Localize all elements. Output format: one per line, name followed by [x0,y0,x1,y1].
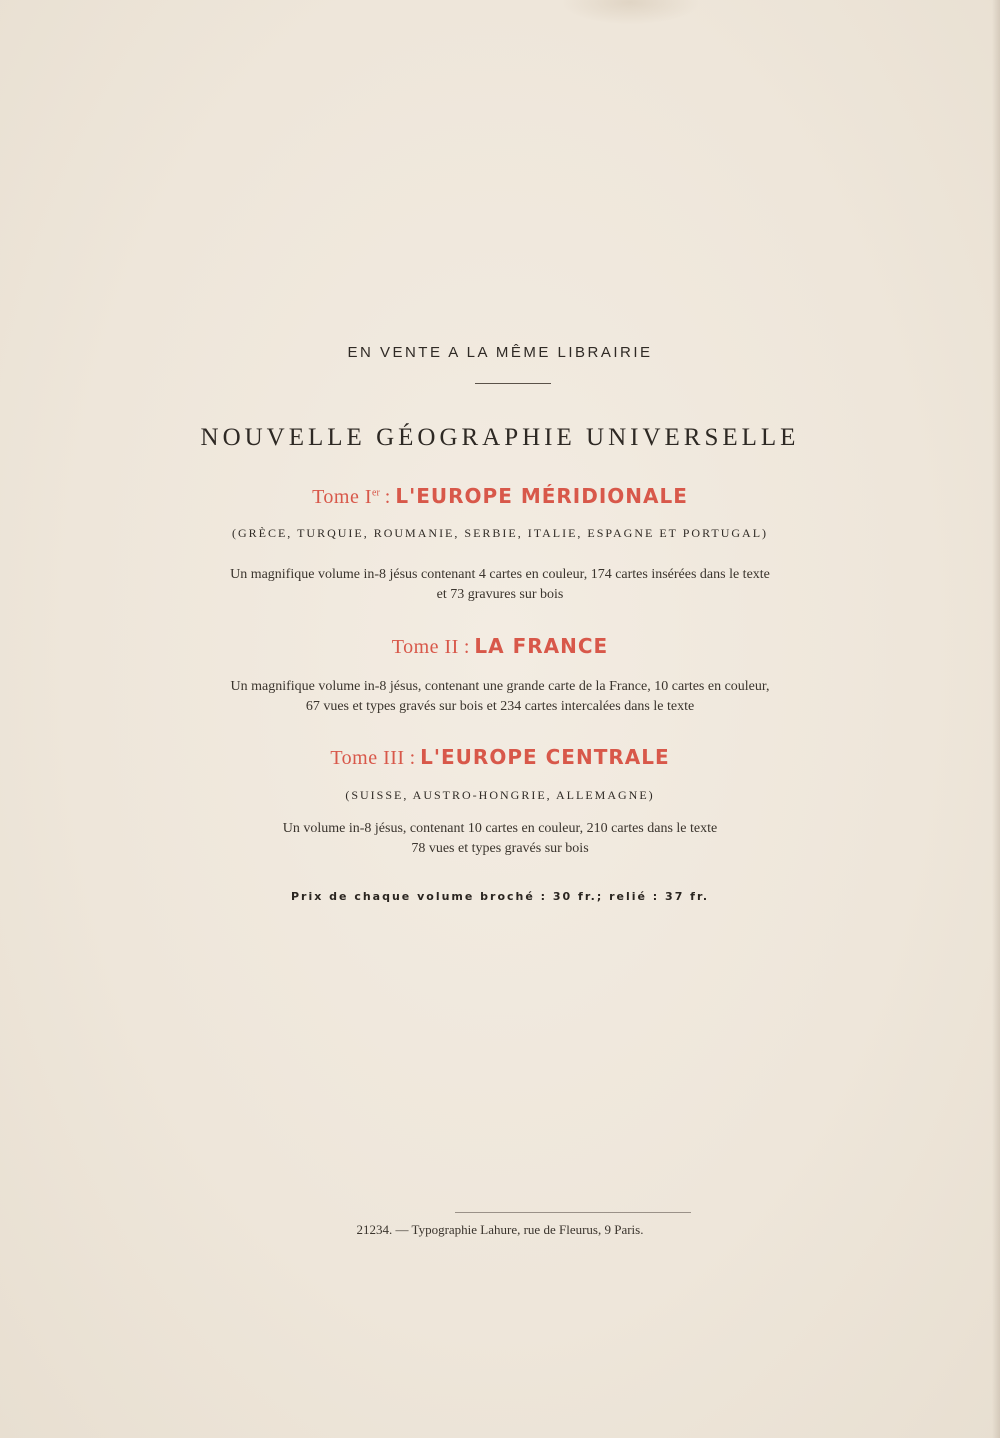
volume-2-description [0,677,1000,717]
volume-1-heading [0,484,1000,509]
volume-1-countries: (GRÈCE, TURQUIE, ROUMANIE, SERBIE, ITALIE, ESPAGNE ET PORTUGAL) [231,526,769,540]
volume-2-separator: : [458,636,475,658]
volume-3-countries: (SUISSE, AUSTRO-HONGRIE, ALLEMAGNE) [345,788,655,802]
divider-rule [475,383,551,384]
price-line: Prix de chaque volume broché : 30 fr.; relié : 37 fr. [290,890,709,903]
volume-3-heading [0,745,1000,770]
volume-3-separator: : [404,747,421,769]
footer-rule [455,1212,691,1213]
volume-1-separator: : [379,486,396,508]
volume-1-sup: er [372,487,380,499]
volume-1-desc-line1: Un magnifique volume in-8 jésus contenant 4 cartes en couleur, 174 cartes insérées dans le texte [230,567,770,582]
announcement-heading: EN VENTE A LA MÊME LIBRAIRIE [347,344,653,361]
volume-2-title: LA FRANCE [474,634,609,658]
volume-2-desc-line1: Un magnifique volume in-8 jésus, contenant une grande carte de la France, 10 cartes en couleur, [230,679,770,694]
volume-3-description [0,819,1000,859]
printer-imprint: 21234. — Typographie Lahure, rue de Fleurus, 9 Paris. [356,1222,644,1237]
volume-2-label: Tome II [391,636,459,658]
volume-3-desc-line1: Un volume in-8 jésus, contenant 10 cartes en couleur, 210 cartes dans le texte [282,821,718,836]
volume-1-description [0,565,1000,605]
volume-1-title: L'EUROPE MÉRIDIONALE [395,484,688,508]
volume-3-label: Tome III [330,747,405,769]
volume-1-desc-line2: et 73 gravures sur bois [436,587,564,602]
page-title: NOUVELLE GÉOGRAPHIE UNIVERSELLE [200,424,800,451]
volume-2-desc-line2: 67 vues et types gravés sur bois et 234 cartes intercalées dans le texte [305,699,695,714]
volume-3-desc-line2: 78 vues et types gravés sur bois [411,841,589,856]
volume-2-heading [0,634,1000,659]
volume-3-title: L'EUROPE CENTRALE [420,745,670,769]
volume-1-label: Tome I [312,486,373,508]
